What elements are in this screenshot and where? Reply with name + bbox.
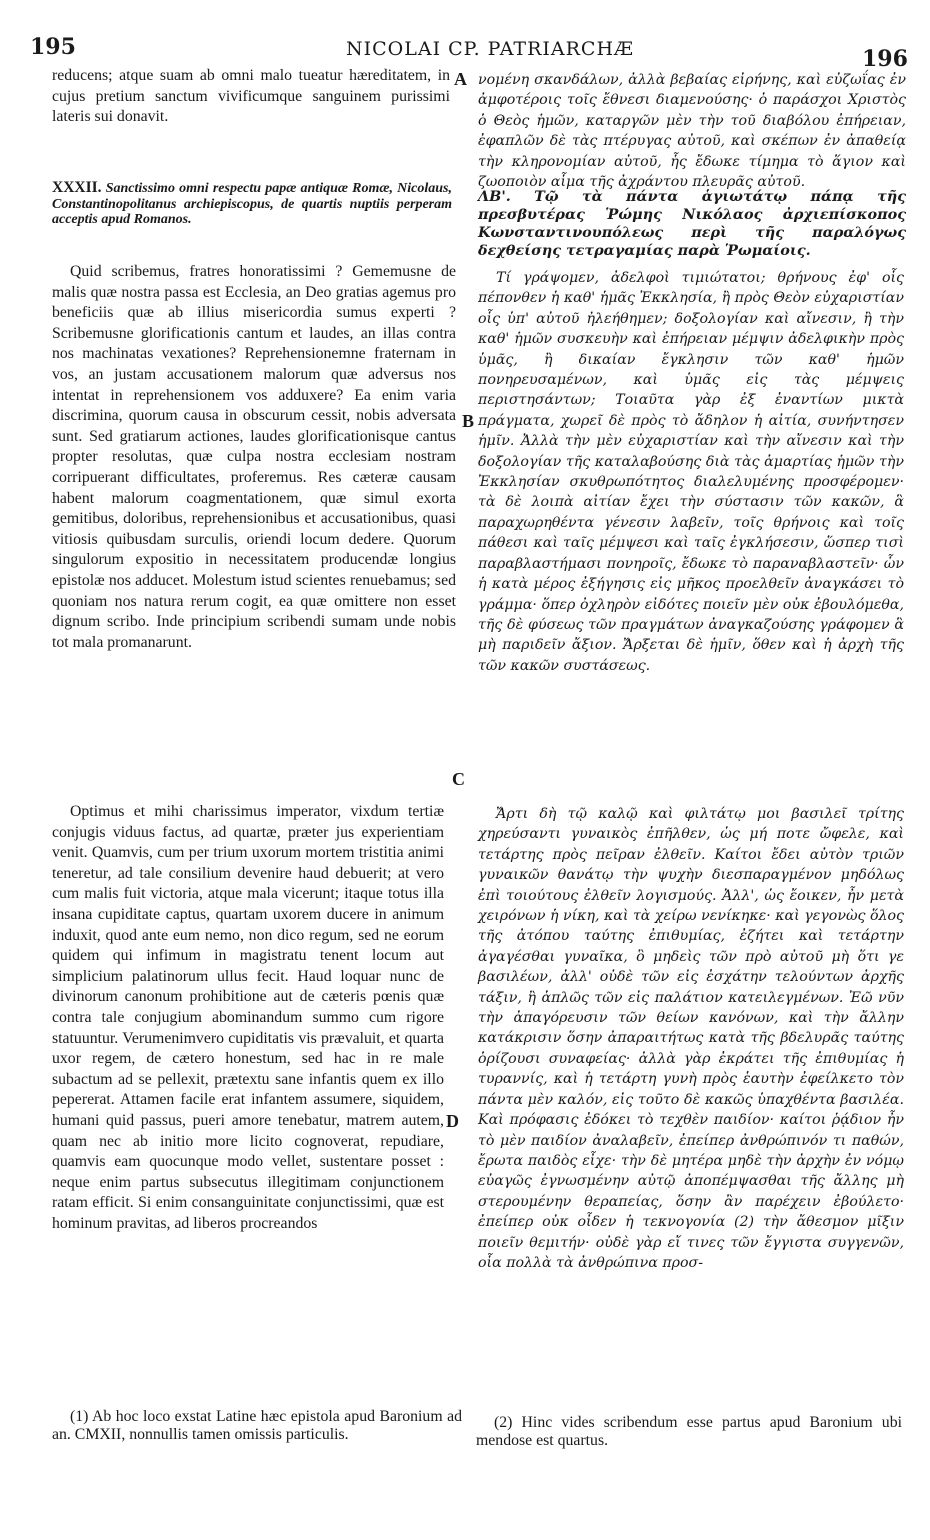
margin-marker-c: C [452,769,465,789]
greek-paragraph-2: Ἄρτι δὴ τῷ καλῷ καὶ φιλτάτῳ μοι βασιλεῖ τρίτης χηρεύσαντι γυναικὸς ἐπῆλθεν, ὡς μή ποτε ὤφελε, καὶ τετάρτης πρὸς πεῖραν ἐλθεῖν. Καίτοι ἔδει αὐτὸν τριῶν γυναικῶν θανάτῳ τὴν ψυχὴν διεσπαραγμένον μηδόλως ἐπὶ τοιούτους ἐλθεῖν λογισμούς. Ἀλλ', ὡς ἔοικεν, ἦν μετὰ χειρόνων ἡ νίκη, καὶ τὰ χείρω νενίκηκε· καὶ γεγονὼς ὅλος τῆς ἀτόπου ταύτης ἐπιθυμίας, ἐζήτει καὶ τετάρτην ἀγαγέσθαι γυναῖκα, ὃ μηδεὶς τῶν πρὸ αὐτοῦ μὴ ὅτι γε βασιλέων, ἀλλ' οὐδὲ τῶν εἰς ἐσχάτην τελούντων ἀρχῆς τάξιν, ἢ ἁπλῶς τῶν εἰς παλάτιον κατειλεγμένων. Ἐῶ νῦν τὴν ἀπαγόρευσιν τῶν θείων κανόνων, καὶ τὴν ἄλλην κατάκρισιν ὅσην ἀπαραιτήτως κατὰ τῆς βδελυρᾶς ταύτης ὁρίζουσι συναφείας· ἀλλὰ γὰρ ἐκράτει τῆς ἐπιθυμίας ἡ τυραννίς, καὶ ἡ τετάρτη γυνὴ πρὸς ἑαυτὴν ἐφείλκετο τὸν πάντα μὲν καλόν, εἰς τοῦτο δὲ κακῶς ὑπαχθέντα βασιλέα. Καὶ πρόφασις ἐδόκει τὸ τεχθὲν παιδίον· καίτοι ῥᾴδιον ἦν τὸ μὲν παιδίον ἀναλαβεῖν, ἐπείπερ ἀνθρώπινόν τι παθών, ἔρωτα παιδὸς εἶχε· τὴν δὲ μητέρα μηδὲ τὴν ἀρχὴν ἐν νόμῳ εὐαγῶς ἐγνωσμένην αὐτῷ ἀποπέμψασθαι τῆς ἄλλης μὴ στερουμένην θεραπείας, ὅσην ἂν παρέχειν ἐβούλετο· ἐπείπερ οὐκ οἶδεν ἡ τεκνογονία (2) τὴν ἄθεσμον μῖξιν ποιεῖν θεμιτήν· οὐδὲ γὰρ εἴ τινες τῶν ἔγγιστα συγγενῶν, οἷα πολλὰ τὰ ἀνθρώπινα προσ- [478,806,904,1271]
page-number-right: 196 [862,46,908,72]
latin-heading-number: XXXII. [52,179,102,196]
page-number-left: 195 [30,34,76,60]
greek-opening-text: νομένη σκανδάλων, ἀλλὰ βεβαίας εἰρήνης, καὶ εὐζωΐας ἐν ἀμφοτέροις τοῖς ἔθνεσι διαμενούσης· ὁ παράσχοι Χριστὸς ὁ Θεὸς ἡμῶν, καταργῶν μὲν τὴν τοῦ διαβόλου ἐπήρειαν, ἐφαπλῶν δὲ τὰς πτέρυγας αὐτοῦ, καὶ σκέπων ἐν ἀπαθείᾳ τὴν κληρονομίαν αὐτοῦ, ἧς ἔδωκε τίμημα τὸ ἅγιον καὶ ζωοποιὸν αἷμα τῆς ἀχράντου πλευρᾶς αὐτοῦ. [478,72,906,191]
running-title: NICOLAI CP. PATRIARCHÆ [346,38,635,60]
margin-marker-a: A [454,69,467,89]
latin-footnote: (1) Ab hoc loco exstat Latine hæc epistola apud Baronium ad an. CMXII, nonnullis tamen omissis particulis. [52,1408,462,1443]
latin-letter-heading [52,180,452,228]
latin-paragraph-2: Optimus et mihi charissimus imperator, vixdum tertiæ conjugis viduus factus, ad quartæ, præter jus experientiam venit. Quamvis, cum per trium uxorum mortem tristitia animi teneretur, ad tale consilium devenire haud debuerit; at vero cum malis fuit victoria, atque mala vicerunt; itaque totus illa insana cupiditate captus, quartam uxorem ducere in animum induxit, quod ante eum nemo, non dico regum, sed ne eorum quidem qui infimum in magistratu tenent locum aut simplicium palatinorum ullus fecit. Haud loquar nunc de divinorum canonum prohibitione aut de cæteris pœnis quæ contra tale conjugium abominandum summo cum rigore statuuntur. Verumenimvero cupiditatis vis prævaluit, et quarta uxor regem, de cætero honestum, sed hac in re male subactum ad se pellexit, prætextu sane infantis quem ex illo pepererat. Attamen facile erat infantem assumere, siquidem, humani quid passus, pueri amore tenebatur, matrem autem, quam nec ab initio more licito cognoverat, repudiare, quamvis eam quocunque modo vellet, sustentare posset : neque enim partus subsecutus illegitimam conjunctionem ratam efficit. Si enim consanguinitate conjunctissimi, quæ est hominum pravitas, ad liberos procreandos [52,803,444,1232]
margin-marker-b: B [462,411,475,431]
latin-paragraph-1: Quid scribemus, fratres honoratissimi ? Gememusne de malis quæ nostra passa est Ecclesia, an Deo gratias agemus pro beneficiis quæ ab illius misericordia sumus experti ? Scribemusne glorificationis cantum et laudes, an illas contra nos machinatas vexationes? Reprehensionemne fraternam in vos, an justam accusationem malorum quæ adversus nos intentat in reprehensionem vos adduxere? Ea enim varia discrimina, quorum causa in obscurum cessit, nobis adversata sunt. Sed gratiarum actiones, laudes glorificationisque cantus propter resolutas, quæ culpa nostra ecclesiam nostram corripuerant difficultates, proferemus. Res cæteræ causam habent malorum coagmentationem, quæ simul exorta gemitibus, doloribus, reprehensionibus et accusationibus, quasi vitiosis quibusdam surculis, oriendi locum dedere. Quorum singulorum expositio in necessitatem producendæ longius epistolæ nos adducet. Molestum istud scientes renuebamus; sed quoniam nos natura rerum cogit, ea quæ omittere non esset dignum scribo. Inde principium scribendi sumam unde nobis tot mala promanarunt. [52,263,456,651]
margin-marker-d: D [446,1111,459,1131]
latin-opening-text: reducens; atque suam ab omni malo tueatur hæreditatem, in cujus pretium sanctum vivificumque sanguinem purissimi lateris sui donavit. [52,67,450,126]
greek-footnote: (2) Hinc vides scribendum esse partus apud Baronium ubi mendose est quartus. [476,1414,902,1449]
latin-heading-text: Sanctissimo omni respectu papæ antiquæ Romæ, Nicolaus, Constantinopolitanus archiepiscopus, de quartis nuptiis perperam acceptis apud Romanos. [52,181,452,227]
greek-paragraph-1: Τί γράψομεν, ἀδελφοὶ τιμιώτατοι; θρήνους ἐφ' οἷς πέπονθεν ἡ καθ' ἡμᾶς Ἐκκλησία, ἢ πρὸς Θεὸν εὐχαριστίαν οἷς ὑπ' αὐτοῦ ἠλεήθημεν; δοξολογίαν καὶ αἴνεσιν, ἢ τὴν καθ' ἡμῶν συσκευὴν καὶ ἐπήρειαν μέμψιν ἀδελφικὴν πρὸς ὑμᾶς, ἢ δικαίαν ἔγκλησιν τῶν καθ' ἡμῶν πονηρευσαμένων, καὶ ὑμᾶς εἰς τὰς μέμψεις περιστησάντων; Τοιαῦτα γὰρ ἐξ ἐναντίων μικτὰ πράγματα, χωρεῖ δὲ πρὸς τὸ ἄδηλον ἡ αἰτία, συνήντησεν ἡμῖν. Ἀλλὰ τὴν μὲν εὐχαριστίαν καὶ τὴν αἴνεσιν καὶ τὴν δοξολογίαν τῆς καταλαβούσης διὰ τὰς ἁμαρτίας ἡμῶν τὴν Ἐκκλησίαν σκυθρωπότητος διαλελυμένης προσφέρομεν· τὰ δὲ λοιπὰ αἰτίαν ἔχει τὴν σύστασιν τῶν κακῶν, ἃ παραχωρηθέντα γένεσιν λαβεῖν, τοῖς θρήνοις καὶ τοῖς πάθεσι καὶ ταῖς μέμψεσι καὶ ταῖς ἐγκλήσεσιν, ὥσπερ τισὶ παραβλαστήμασι πονηροῖς, ἔδωκε τὸ παραναβλαστεῖν· ὧν ἡ κατὰ μέρος ἐξήγησις εἰς μῆκος προελθεῖν ἀναγκάσει τὸ γράμμα· ὅπερ ὀχληρὸν εἰδότες ποιεῖν μὲν οὐκ ἐβουλόμεθα, τῆς δὲ φύσεως τῶν πραγμάτων ἀναγκαζούσης γράφομεν ἃ μὴ παριδεῖν ἄξιον. Ἄρξεται δὲ ἡμῖν, ὅθεν καὶ ἡ ἀρχὴ τῆς τῶν κακῶν συστάσεως. [478,270,904,674]
greek-letter-heading: ΛΒ'. Τῷ τὰ πάντα ἁγιωτάτῳ πάπᾳ τῆς πρεσβυτέρας Ῥώμης Νικόλαος ἀρχιεπίσκοπος Κωνσταντινουπόλεως περὶ τῆς παραλόγως δεχθείσης τετραγαμίας παρὰ Ῥωμαίοις. [478,188,906,259]
